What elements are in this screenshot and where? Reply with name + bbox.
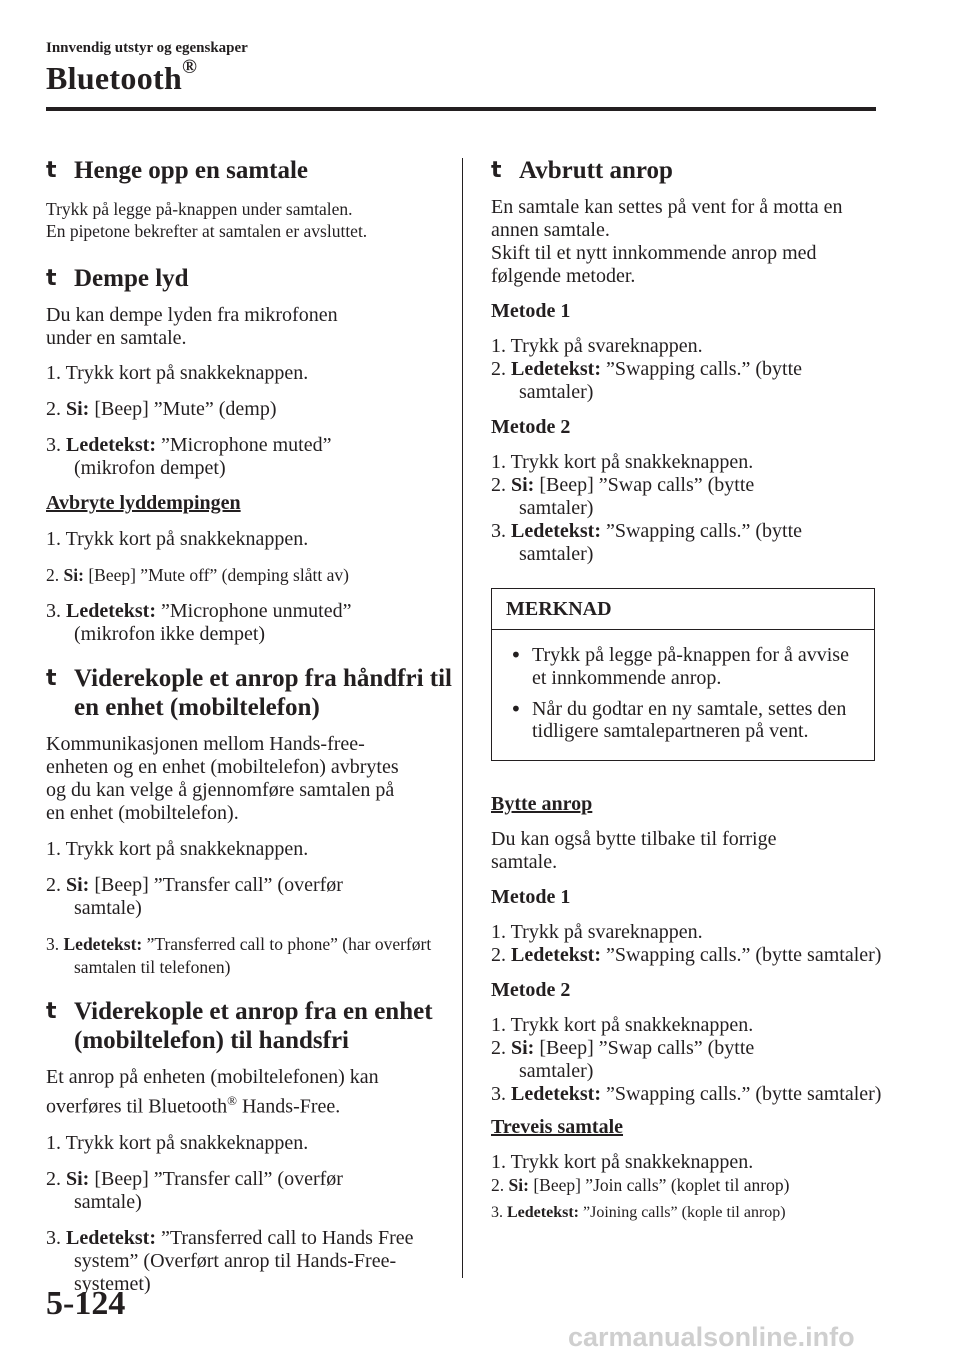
list-item: 2. Si: [Beep] ”Transfer call” (overfør samtale) — [46, 1167, 343, 1213]
paragraph: Skift til et nytt innkommende anrop med følgende metoder. — [491, 242, 817, 287]
section-marker-icon: t — [46, 999, 57, 1024]
list-item: 3. Ledetekst: ”Microphone muted” (mikrofon dempet) — [46, 434, 332, 479]
note-box — [491, 588, 875, 761]
list-item: 3. Ledetekst: ”Microphone unmuted” (mikrofon ikke dempet) — [46, 600, 352, 645]
heading-dempe-lyd: t Dempe lyd — [46, 265, 189, 292]
list-item: 3. Ledetekst: ”Transferred call to Hands Free system” (Overført anrop til Hands-Free-systemet) — [46, 1226, 414, 1295]
paragraph: Du kan også bytte tilbake til forrige samtale. — [491, 828, 777, 873]
bullet-icon: • — [510, 697, 522, 721]
section-marker-icon: t — [46, 158, 57, 183]
list-item: 2. Si: [Beep] ”Swap calls” (bytte samtaler) — [491, 1037, 755, 1082]
subheading: Avbryte lyddempingen — [46, 492, 241, 514]
header-rule — [46, 107, 876, 111]
left-column — [46, 156, 453, 1296]
list-item: 1. Trykk kort på snakkeknappen. — [491, 1014, 754, 1036]
watermark: carmanualsonline.info — [568, 1322, 855, 1352]
list-item: 2. Si: [Beep] ”Mute off” (demping slått av) — [46, 565, 349, 585]
list-item: 2. Ledetekst: ”Swapping calls.” (bytte samtaler) — [491, 358, 803, 403]
page-title: Bluetooth® — [46, 56, 198, 96]
list-item: 2. Si: [Beep] ”Swap calls” (bytte samtaler) — [491, 474, 755, 519]
right-column — [491, 156, 881, 1224]
list-item: 1. Trykk på svareknappen. — [491, 921, 703, 943]
section-label: Innvendig utstyr og egenskaper — [46, 40, 248, 56]
heading-henge-opp: t Henge opp en samtale — [46, 157, 309, 184]
page-number: 5-124 — [46, 1285, 126, 1322]
list-item: 1. Trykk kort på snakkeknappen. — [46, 528, 309, 550]
paragraph: En pipetone bekrefter at samtalen er avsluttet. — [46, 221, 368, 241]
paragraph: Trykk på legge på-knappen under samtalen. — [46, 199, 353, 219]
paragraph: Kommunikasjonen mellom Hands-free-enheten og en enhet (mobiltelefon) avbrytes og du kan velge å gjennomføre samtalen på en enhet (mobiltelefon). — [46, 733, 399, 824]
bullet-icon: • — [510, 643, 522, 667]
list-item: 3. Ledetekst: ”Transferred call to phone” (har overført samtalen til telefonen) — [46, 934, 432, 977]
list-item: 1. Trykk kort på snakkeknappen. — [491, 1151, 754, 1173]
subheading: Bytte anrop — [491, 793, 593, 815]
list-item: 2. Si: [Beep] ”Join calls” (koplet til anrop) — [491, 1175, 790, 1195]
section-marker-icon: t — [491, 158, 502, 183]
list-item: 1. Trykk kort på snakkeknappen. — [491, 451, 754, 473]
section-marker-icon: t — [46, 666, 57, 691]
method-label: Metode 1 — [491, 300, 571, 322]
list-item: 3. Ledetekst: ”Swapping calls.” (bytte samtaler) — [491, 1083, 882, 1105]
heading-avbrutt-anrop: t Avbrutt anrop — [491, 157, 673, 184]
subheading: Treveis samtale — [491, 1116, 624, 1138]
paragraph: Et anrop på enheten (mobiltelefonen) kan overføres til Bluetooth® Hands-Free. — [46, 1066, 379, 1118]
note-item: • Når du godtar en ny samtale, settes den tidligere samtalepartneren på vent. — [510, 697, 847, 742]
list-item: 1. Trykk kort på snakkeknappen. — [46, 1131, 309, 1154]
list-item: 1. Trykk kort på snakkeknappen. — [46, 362, 309, 384]
method-label: Metode 2 — [491, 979, 571, 1001]
list-item: 2. Si: [Beep] ”Transfer call” (overfør samtale) — [46, 874, 343, 919]
list-item: 1. Trykk kort på snakkeknappen. — [46, 838, 309, 860]
list-item: 3. Ledetekst: ”Swapping calls.” (bytte samtaler) — [491, 520, 803, 565]
section-marker-icon: t — [46, 266, 57, 291]
list-item: 3. Ledetekst: ”Joining calls” (kople til anrop) — [491, 1204, 786, 1221]
list-item: 1. Trykk på svareknappen. — [491, 335, 703, 357]
method-label: Metode 2 — [491, 416, 571, 438]
paragraph: En samtale kan settes på vent for å motta en annen samtale. — [491, 196, 843, 241]
heading-viderekople-2: t Viderekople et anrop fra en enhet (mobiltelefon) til handsfri — [46, 998, 433, 1054]
note-heading: MERKNAD — [492, 589, 874, 630]
list-item: 2. Si: [Beep] ”Mute” (demp) — [46, 398, 277, 420]
method-label: Metode 1 — [491, 886, 571, 908]
list-item: 2. Ledetekst: ”Swapping calls.” (bytte samtaler) — [491, 944, 882, 966]
note-item: • Trykk på legge på-knappen for å avvise et innkommende anrop. — [510, 643, 849, 689]
column-divider — [462, 158, 463, 1278]
heading-viderekople-1: t Viderekople et anrop fra håndfri til en enhet (mobiltelefon) — [46, 665, 453, 721]
paragraph: Du kan dempe lyden fra mikrofonen under en samtale. — [46, 304, 338, 349]
